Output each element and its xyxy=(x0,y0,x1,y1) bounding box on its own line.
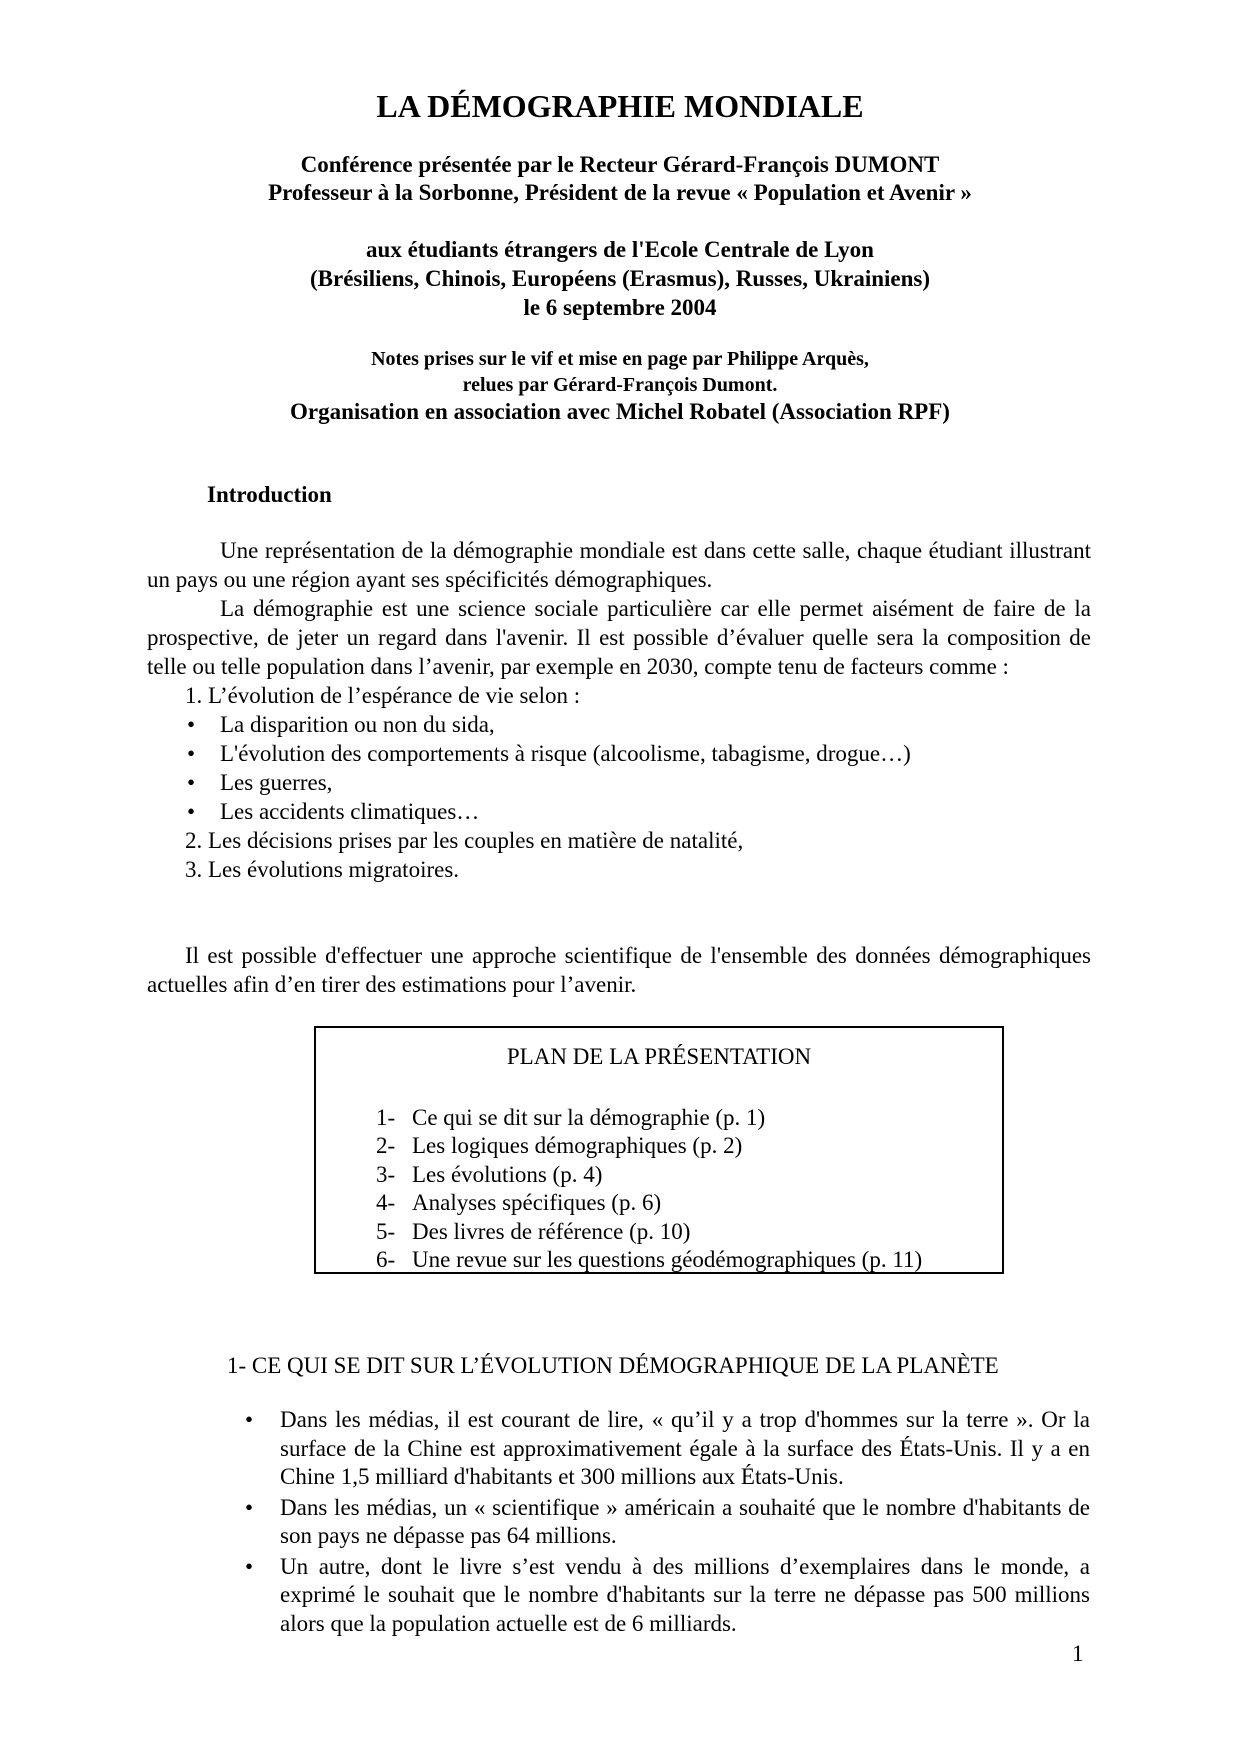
plan-item-text: Analyses spécifiques (p. 6) xyxy=(412,1190,662,1216)
bullet-text: Dans les médias, un « scientifique » américain a souhaité que le nombre d'habitants de son pays ne dépasse pas 64 millions. xyxy=(280,1494,1090,1548)
presentation-plan-box xyxy=(314,1026,1004,1274)
section-heading: 1- CE QUI SE DIT SUR L’ÉVOLUTION DÉMOGRAPHIQUE DE LA PLANÈTE xyxy=(227,1353,999,1378)
plan-item xyxy=(376,1104,922,1132)
plan-item-text: Les logiques démographiques (p. 2) xyxy=(412,1133,743,1159)
bullet-text: Un autre, dont le livre s’est vendu à des millions d’exemplaires dans le monde, a exprimé le souhait que le nombre d'habitants sur la terre ne dépasse pas 500 millions alors que la population actuelle est de 6 milliards. xyxy=(280,1553,1090,1636)
plan-item-number: 4- xyxy=(376,1190,396,1216)
intro-paragraph: La démographie est une science sociale particulière car elle permet aisément de faire de la prospective, de jeter un regard dans l'avenir. Il est possible d’évaluer quelle sera la composition de telle ou telle population dans l’avenir, par exemple en 2030, compte tenu de facteurs comme : xyxy=(147,596,1091,679)
plan-item-text: Des livres de référence (p. 10) xyxy=(412,1218,691,1244)
conference-header xyxy=(0,151,1240,207)
date-line: le 6 septembre 2004 xyxy=(523,295,717,320)
organisation-line: Organisation en association avec Michel Robatel (Association RPF) xyxy=(290,399,950,424)
review-credit-line: relues par Gérard-François Dumont. xyxy=(462,374,778,396)
bullet-item xyxy=(237,1553,1090,1639)
plan-item xyxy=(376,1246,922,1274)
plan-item-number: 6- xyxy=(376,1247,396,1273)
bullet-item xyxy=(185,797,1091,826)
bullet-icon: • xyxy=(187,799,196,824)
bullet-item xyxy=(185,710,1091,739)
section-body xyxy=(237,1406,1090,1640)
bullet-text: Les guerres, xyxy=(220,770,333,795)
numbered-item: 3. Les évolutions migratoires. xyxy=(185,857,460,882)
audience-header xyxy=(0,235,1240,322)
bullet-item xyxy=(185,768,1091,797)
audience-line: aux étudiants étrangers de l'Ecole Centrale de Lyon xyxy=(366,237,874,262)
bullet-item xyxy=(237,1494,1090,1551)
bullet-icon: • xyxy=(245,1494,254,1520)
introduction-heading: Introduction xyxy=(207,482,332,507)
plan-item-text: Les évolutions (p. 4) xyxy=(412,1161,603,1187)
bullet-icon: • xyxy=(245,1407,254,1432)
bullet-icon: • xyxy=(187,770,196,795)
bullet-item xyxy=(185,739,1091,768)
audience-nationalities-line: (Brésiliens, Chinois, Européens (Erasmus), Russes, Ukrainiens) xyxy=(309,266,930,291)
numbered-item: 1. L’évolution de l’espérance de vie selon : xyxy=(185,683,581,708)
intro-paragraph: Une représentation de la démographie mondiale est dans cette salle, chaque étudiant illustrant un pays ou une région ayant ses spécificités démographiques. xyxy=(147,538,1091,592)
plan-item xyxy=(376,1161,922,1189)
bullet-icon: • xyxy=(245,1553,254,1579)
page-number: 1 xyxy=(1072,1641,1084,1666)
bullet-item xyxy=(237,1406,1090,1492)
plan-item-number: 2- xyxy=(376,1133,396,1159)
numbered-item: 2. Les décisions prises par les couples en matière de natalité, xyxy=(185,828,744,853)
bullet-icon: • xyxy=(187,741,196,766)
introduction-body xyxy=(147,536,1091,884)
plan-item xyxy=(376,1132,922,1160)
document-title: LA DÉMOGRAPHIE MONDIALE xyxy=(376,88,864,124)
plan-item-text: Ce qui se dit sur la démographie (p. 1) xyxy=(412,1105,766,1130)
credits-header xyxy=(0,346,1240,425)
plan-item-text: Une revue sur les questions géodémographiques (p. 11) xyxy=(412,1247,923,1273)
bullet-text: La disparition ou non du sida, xyxy=(220,712,495,737)
bullet-text: L'évolution des comportements à risque (alcoolisme, tabagisme, drogue…) xyxy=(220,741,911,766)
intro-paragraph: Il est possible d'effectuer une approche scientifique de l'ensemble des données démographiques actuelles afin d’en tirer des estimations pour l’avenir. xyxy=(147,943,1091,997)
plan-item-number: 5- xyxy=(376,1218,396,1244)
plan-item-number: 1- xyxy=(376,1105,396,1130)
plan-item-number: 3- xyxy=(376,1161,396,1187)
presenter-line: Conférence présentée par le Recteur Gérard-François DUMONT xyxy=(300,152,940,177)
bullet-icon: • xyxy=(187,712,196,737)
presenter-title-line: Professeur à la Sorbonne, Président de la revue « Population et Avenir » xyxy=(268,180,972,205)
introduction-conclusion xyxy=(147,941,1091,999)
bullet-text: Les accidents climatiques… xyxy=(220,799,480,824)
notes-credit-line: Notes prises sur le vif et mise en page par Philippe Arquès, xyxy=(371,348,869,370)
plan-item xyxy=(376,1189,922,1217)
bullet-text: Dans les médias, il est courant de lire, « qu’il y a trop d'hommes sur la terre ». Or la surface de la Chine est approximativement égale à la surface des États-Unis. Il y a en Chine 1,5 milliard d'habitants et 300 millions aux États-Unis. xyxy=(280,1407,1090,1489)
plan-title: PLAN DE LA PRÉSENTATION xyxy=(506,1044,812,1069)
plan-list xyxy=(376,1104,922,1274)
plan-item xyxy=(376,1218,922,1246)
